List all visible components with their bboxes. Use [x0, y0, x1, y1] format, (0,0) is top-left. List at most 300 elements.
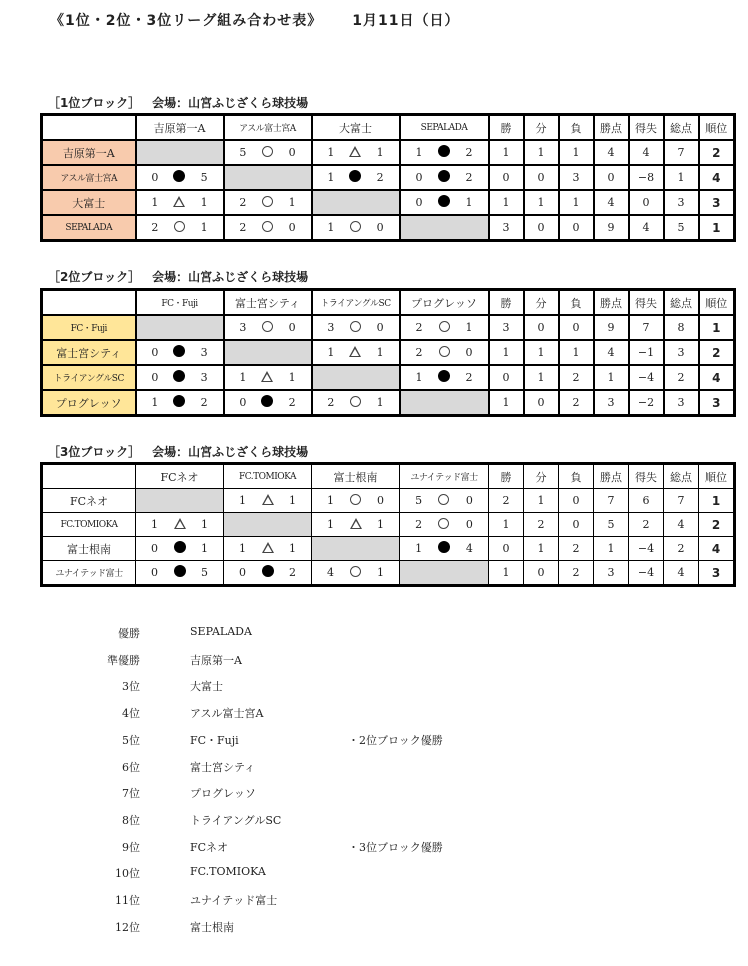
stat-goals-total: 1: [664, 165, 699, 190]
stat-wins: 0: [489, 365, 524, 390]
self-match-cell: [400, 215, 489, 241]
loss-mark-icon: [438, 145, 450, 157]
stat-rank: 2: [699, 140, 735, 165]
stat-points: 3: [594, 561, 629, 586]
title-text: 《1位・2位・3位リーグ組み合わせ表》: [50, 13, 323, 29]
row-team-name: SEPALADA: [42, 215, 136, 241]
win-mark-icon: [174, 221, 185, 232]
stat-goals-total: 8: [664, 315, 699, 340]
column-team-header: プログレッソ: [400, 290, 489, 316]
stat-goal-diff: −4: [629, 365, 664, 390]
stat-header: 得失: [629, 290, 664, 316]
goals-against: 1: [465, 321, 473, 334]
loss-mark-icon: [349, 170, 361, 182]
row-team-name: ユナイテッド富士: [42, 561, 136, 586]
goals-for: 0: [151, 371, 159, 384]
standing-team: FC.TOMIOKA: [190, 865, 266, 879]
match-result-cell: [224, 215, 312, 241]
stat-header: 総点: [664, 464, 699, 489]
stat-losses: 2: [559, 561, 594, 586]
stat-losses: 0: [559, 215, 594, 241]
match-result-cell: [400, 365, 489, 390]
corner-cell: [42, 290, 136, 316]
goals-against: 2: [200, 396, 208, 409]
stat-draws: 1: [524, 365, 559, 390]
team-row: [42, 489, 735, 513]
stat-goal-diff: 7: [629, 315, 664, 340]
stat-rank: 3: [699, 561, 735, 586]
goals-for: 2: [415, 346, 423, 359]
team-row: [42, 365, 735, 390]
standing-row: [120, 839, 520, 855]
standing-place: 5位: [122, 733, 140, 747]
standing-team: トライアングルSC: [190, 813, 282, 827]
standing-place: 準優勝: [107, 653, 140, 667]
stat-draws: 0: [524, 390, 559, 416]
goals-for: 1: [327, 518, 334, 531]
goals-for: 3: [327, 321, 335, 334]
match-result-cell: [136, 215, 224, 241]
goals-for: 1: [239, 494, 246, 507]
stat-header: 分: [524, 115, 559, 141]
draw-mark-icon: [262, 494, 274, 505]
stat-draws: 0: [524, 215, 559, 241]
match-result-cell: [136, 390, 224, 416]
column-team-header: 吉原第一A: [136, 115, 224, 141]
match-result-cell: [224, 365, 312, 390]
match-result-cell: [224, 489, 312, 513]
stat-wins: 2: [489, 489, 524, 513]
standing-note: ・3位ブロック優勝: [348, 840, 443, 854]
goals-for: 0: [415, 196, 423, 209]
stat-draws: 1: [524, 140, 559, 165]
team-row: [42, 140, 735, 165]
self-match-cell: [312, 365, 400, 390]
standing-note: ・2位ブロック優勝: [348, 733, 443, 747]
stat-draws: 0: [524, 315, 559, 340]
draw-mark-icon: [349, 146, 361, 157]
standing-place: 優勝: [118, 627, 140, 640]
stat-rank: 2: [699, 513, 735, 537]
goals-against: 0: [288, 221, 296, 234]
goals-for: 1: [327, 171, 335, 184]
goals-for: 1: [415, 542, 423, 555]
stat-losses: 1: [559, 190, 594, 215]
goals-against: 1: [289, 542, 296, 555]
stat-wins: 0: [489, 537, 524, 561]
goals-for: 1: [151, 196, 159, 209]
team-row: [42, 537, 735, 561]
goals-against: 1: [376, 146, 384, 159]
loss-mark-icon: [438, 195, 450, 207]
column-team-header: FC・Fuji: [136, 290, 224, 316]
win-mark-icon: [350, 494, 361, 505]
goals-for: 0: [239, 566, 246, 579]
stat-wins: 1: [489, 561, 524, 586]
column-team-header: ユナイテッド富士: [400, 464, 489, 489]
stat-wins: 1: [489, 190, 524, 215]
goals-for: 1: [327, 146, 335, 159]
draw-mark-icon: [350, 518, 362, 529]
stat-points: 0: [594, 165, 629, 190]
column-team-header: FCネオ: [136, 464, 224, 489]
goals-for: 0: [151, 542, 158, 555]
stat-goals-total: 4: [664, 513, 699, 537]
team-row: [42, 390, 735, 416]
match-result-cell: [136, 561, 224, 586]
win-mark-icon: [439, 321, 450, 332]
loss-mark-icon: [173, 395, 185, 407]
stat-points: 9: [594, 315, 629, 340]
goals-for: 0: [239, 396, 247, 409]
goals-against: 1: [201, 518, 208, 531]
stat-header: 勝点: [594, 290, 629, 316]
match-result-cell: [400, 315, 489, 340]
stat-points: 4: [594, 140, 629, 165]
stat-rank: 4: [699, 165, 735, 190]
goals-against: 2: [465, 146, 473, 159]
row-team-name: 富士根南: [42, 537, 136, 561]
page-title: [50, 10, 459, 30]
stat-points: 4: [594, 340, 629, 365]
stat-header: 分: [524, 464, 559, 489]
goals-against: 4: [465, 542, 473, 555]
goals-against: 2: [376, 171, 384, 184]
stat-header: 負: [559, 464, 594, 489]
column-team-header: 富士根南: [312, 464, 400, 489]
goals-against: 1: [465, 196, 473, 209]
win-mark-icon: [350, 566, 361, 577]
goals-against: 3: [200, 371, 208, 384]
stat-rank: 4: [699, 365, 735, 390]
goals-against: 2: [465, 371, 473, 384]
goals-for: 2: [239, 221, 247, 234]
stat-losses: 0: [559, 489, 594, 513]
win-mark-icon: [350, 221, 361, 232]
standing-row: [115, 865, 520, 881]
stat-draws: 1: [524, 190, 559, 215]
row-team-name: プログレッソ: [42, 390, 136, 416]
column-team-header: FC.TOMIOKA: [224, 464, 312, 489]
stat-points: 1: [594, 365, 629, 390]
stat-header: 負: [559, 290, 594, 316]
standing-team: ユナイテッド富士: [190, 894, 278, 907]
goals-against: 3: [200, 346, 208, 359]
goals-against: 0: [465, 494, 473, 507]
loss-mark-icon: [261, 395, 273, 407]
match-result-cell: [400, 165, 489, 190]
win-mark-icon: [262, 146, 273, 157]
block-label: ［2位ブロック］: [48, 270, 141, 284]
match-result-cell: [400, 340, 489, 365]
row-team-name: アスル富士宮A: [42, 165, 136, 190]
stat-goal-diff: −4: [629, 561, 664, 586]
stat-goal-diff: 4: [629, 215, 664, 241]
win-mark-icon: [350, 396, 361, 407]
stat-losses: 0: [559, 513, 594, 537]
row-team-name: FC・Fuji: [42, 315, 136, 340]
stat-header: 勝: [489, 464, 524, 489]
match-result-cell: [312, 489, 400, 513]
match-result-cell: [312, 561, 400, 586]
standing-place: 9位: [122, 840, 140, 854]
goals-against: 2: [288, 396, 296, 409]
goals-against: 2: [465, 171, 473, 184]
standing-place: 6位: [122, 760, 140, 774]
goals-against: 1: [288, 371, 296, 384]
stat-draws: 1: [524, 489, 559, 513]
match-result-cell: [136, 513, 224, 537]
match-result-cell: [224, 190, 312, 215]
match-result-cell: [400, 489, 489, 513]
stat-header: 得失: [629, 464, 664, 489]
goals-for: 1: [415, 146, 423, 159]
goals-against: 1: [200, 196, 208, 209]
stat-rank: 3: [699, 190, 735, 215]
standing-place: 8位: [122, 813, 140, 827]
block-label: ［1位ブロック］: [48, 96, 141, 110]
corner-cell: [42, 464, 136, 489]
row-team-name: FC.TOMIOKA: [42, 513, 136, 537]
standing-place: 4位: [122, 707, 140, 721]
league-table: [40, 113, 736, 242]
win-mark-icon: [350, 321, 361, 332]
stat-losses: 2: [559, 365, 594, 390]
match-result-cell: [136, 365, 224, 390]
standing-team: FCネオ: [190, 840, 229, 854]
standing-row: [115, 919, 520, 935]
goals-against: 1: [201, 542, 208, 555]
event-date: 1月11日（日）: [352, 13, 460, 29]
stat-losses: 1: [559, 340, 594, 365]
standing-row: [107, 652, 520, 668]
header-row: [42, 464, 735, 489]
match-result-cell: [312, 140, 400, 165]
stat-wins: 1: [489, 513, 524, 537]
goals-for: 1: [415, 371, 423, 384]
stat-wins: 1: [489, 340, 524, 365]
team-row: [42, 315, 735, 340]
match-result-cell: [312, 340, 400, 365]
stat-losses: 2: [559, 390, 594, 416]
stat-goals-total: 3: [664, 190, 699, 215]
goals-for: 1: [151, 396, 159, 409]
match-result-cell: [312, 315, 400, 340]
stat-points: 1: [594, 537, 629, 561]
stat-header: 順位: [699, 115, 735, 141]
self-match-cell: [224, 340, 312, 365]
self-match-cell: [400, 390, 489, 416]
stat-points: 3: [594, 390, 629, 416]
stat-header: 勝: [489, 115, 524, 141]
stat-goals-total: 2: [664, 365, 699, 390]
win-mark-icon: [438, 494, 449, 505]
stat-header: 総点: [664, 115, 699, 141]
stat-points: 5: [594, 513, 629, 537]
stat-header: 勝点: [594, 464, 629, 489]
goals-for: 0: [415, 171, 423, 184]
column-team-header: アスル富士宮A: [224, 115, 312, 141]
header-row: [42, 290, 735, 316]
goals-against: 0: [465, 518, 473, 531]
goals-for: 2: [415, 321, 423, 334]
stat-draws: 0: [524, 561, 559, 586]
self-match-cell: [224, 513, 312, 537]
match-result-cell: [224, 537, 312, 561]
column-team-header: トライアングルSC: [312, 290, 400, 316]
stat-goals-total: 3: [664, 340, 699, 365]
row-team-name: 富士宮シティ: [42, 340, 136, 365]
loss-mark-icon: [173, 345, 185, 357]
goals-against: 1: [376, 396, 384, 409]
block-heading: [48, 443, 308, 460]
row-team-name: トライアングルSC: [42, 365, 136, 390]
stat-goal-diff: −1: [629, 340, 664, 365]
goals-against: 0: [376, 221, 384, 234]
goals-for: 3: [239, 321, 247, 334]
standing-place: 3位: [122, 680, 140, 694]
loss-mark-icon: [438, 541, 450, 553]
self-match-cell: [312, 537, 400, 561]
standing-team: 富士根南: [190, 920, 234, 934]
stat-wins: 1: [489, 390, 524, 416]
self-match-cell: [312, 190, 400, 215]
row-team-name: 吉原第一A: [42, 140, 136, 165]
match-result-cell: [312, 390, 400, 416]
self-match-cell: [136, 315, 224, 340]
loss-mark-icon: [174, 565, 186, 577]
goals-against: 1: [288, 196, 296, 209]
match-result-cell: [400, 513, 489, 537]
block-heading: [48, 268, 308, 285]
match-result-cell: [312, 215, 400, 241]
win-mark-icon: [439, 346, 450, 357]
standing-team: 大富士: [190, 680, 223, 694]
team-row: [42, 513, 735, 537]
loss-mark-icon: [262, 565, 274, 577]
self-match-cell: [136, 489, 224, 513]
match-result-cell: [400, 140, 489, 165]
block-venue: 会場：山宮ふじざくら球技場: [152, 445, 309, 459]
stat-rank: 1: [699, 489, 735, 513]
standing-row: [120, 759, 520, 775]
stat-rank: 1: [699, 315, 735, 340]
stat-header: 勝点: [594, 115, 629, 141]
block-heading: [48, 94, 308, 111]
match-result-cell: [136, 190, 224, 215]
loss-mark-icon: [438, 370, 450, 382]
block-venue: 会場：山宮ふじざくら球技場: [152, 96, 309, 110]
stat-goal-diff: 2: [629, 513, 664, 537]
stat-losses: 3: [559, 165, 594, 190]
draw-mark-icon: [173, 196, 185, 207]
self-match-cell: [224, 165, 312, 190]
team-row: [42, 190, 735, 215]
standing-place: 12位: [115, 920, 140, 934]
goals-against: 0: [376, 321, 384, 334]
match-result-cell: [312, 513, 400, 537]
goals-for: 1: [151, 518, 158, 531]
team-row: [42, 340, 735, 365]
standing-place: 11位: [115, 894, 140, 907]
block-label: ［3位ブロック］: [48, 445, 141, 459]
stat-goal-diff: 0: [629, 190, 664, 215]
standing-team: SEPALADA: [190, 625, 252, 638]
standing-row: [115, 892, 520, 908]
match-result-cell: [224, 390, 312, 416]
goals-against: 1: [377, 566, 384, 579]
standing-place: 10位: [115, 867, 140, 881]
team-row: [42, 165, 735, 190]
goals-against: 5: [201, 566, 208, 579]
draw-mark-icon: [174, 518, 186, 529]
stat-losses: 1: [559, 140, 594, 165]
stat-draws: 0: [524, 165, 559, 190]
goals-for: 2: [151, 221, 159, 234]
stat-losses: 0: [559, 315, 594, 340]
goals-for: 2: [327, 396, 335, 409]
stat-goal-diff: 6: [629, 489, 664, 513]
goals-for: 2: [239, 196, 247, 209]
stat-points: 4: [594, 190, 629, 215]
match-result-cell: [136, 537, 224, 561]
match-result-cell: [224, 140, 312, 165]
match-result-cell: [312, 165, 400, 190]
goals-for: 5: [415, 494, 423, 507]
goals-for: 0: [151, 346, 159, 359]
stat-goal-diff: −4: [629, 537, 664, 561]
stat-goal-diff: −2: [629, 390, 664, 416]
stat-header: 得失: [629, 115, 664, 141]
corner-cell: [42, 115, 136, 141]
match-result-cell: [136, 340, 224, 365]
goals-for: 2: [415, 518, 423, 531]
league-table: [40, 462, 736, 587]
header-row: [42, 115, 735, 141]
win-mark-icon: [438, 518, 449, 529]
draw-mark-icon: [262, 542, 274, 553]
goals-for: 1: [327, 494, 334, 507]
stat-wins: 0: [489, 165, 524, 190]
standing-team: アスル富士宮A: [190, 707, 264, 721]
stat-goals-total: 7: [664, 140, 699, 165]
win-mark-icon: [262, 321, 273, 332]
draw-mark-icon: [261, 371, 273, 382]
stat-wins: 1: [489, 140, 524, 165]
stat-draws: 1: [524, 537, 559, 561]
stat-goals-total: 4: [664, 561, 699, 586]
stat-rank: 4: [699, 537, 735, 561]
goals-against: 2: [289, 566, 296, 579]
loss-mark-icon: [174, 541, 186, 553]
goals-against: 0: [377, 494, 384, 507]
draw-mark-icon: [349, 346, 361, 357]
match-result-cell: [400, 537, 489, 561]
goals-for: 0: [151, 171, 159, 184]
stat-goals-total: 3: [664, 390, 699, 416]
match-result-cell: [136, 165, 224, 190]
match-result-cell: [400, 190, 489, 215]
stat-goal-diff: 4: [629, 140, 664, 165]
goals-against: 5: [200, 171, 208, 184]
goals-against: 1: [376, 346, 384, 359]
stat-header: 負: [559, 115, 594, 141]
goals-against: 0: [465, 346, 473, 359]
stat-header: 順位: [699, 464, 735, 489]
win-mark-icon: [262, 196, 273, 207]
standing-team: FC・Fuji: [190, 733, 239, 747]
goals-for: 0: [151, 566, 158, 579]
